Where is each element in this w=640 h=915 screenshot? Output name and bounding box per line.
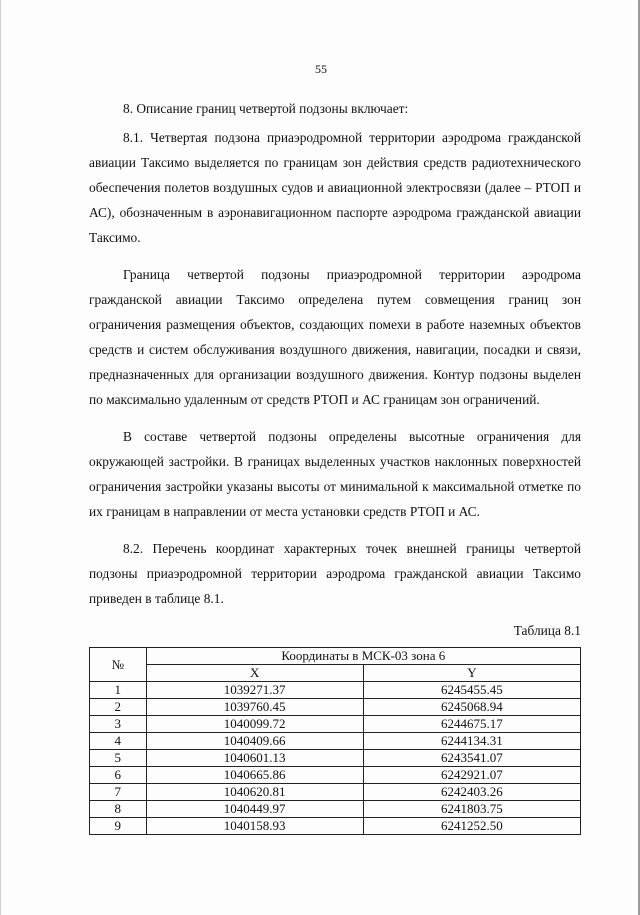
cell-x: 1040601.13 bbox=[146, 750, 363, 767]
cell-number: 6 bbox=[90, 767, 147, 784]
cell-number: 2 bbox=[90, 699, 147, 716]
cell-number: 1 bbox=[90, 682, 147, 699]
page-number: 55 bbox=[315, 62, 327, 76]
cell-y: 6242921.07 bbox=[363, 767, 580, 784]
table-row bbox=[90, 716, 581, 733]
table-row bbox=[90, 733, 581, 750]
cell-x: 1040409.66 bbox=[146, 733, 363, 750]
cell-number: 5 bbox=[90, 750, 147, 767]
cell-x: 1040099.72 bbox=[146, 716, 363, 733]
table-header-row bbox=[90, 648, 581, 665]
cell-y: 6243541.07 bbox=[363, 750, 580, 767]
cell-x: 1039271.37 bbox=[146, 682, 363, 699]
cell-y: 6241803.75 bbox=[363, 801, 580, 818]
cell-x: 1040449.97 bbox=[146, 801, 363, 818]
cell-y: 6245455.45 bbox=[363, 682, 580, 699]
header-x: X bbox=[146, 665, 363, 682]
table-row bbox=[90, 801, 581, 818]
cell-number: 4 bbox=[90, 733, 147, 750]
table-caption: Таблица 8.1 bbox=[513, 623, 581, 638]
table-row bbox=[90, 682, 581, 699]
table-subheader-row bbox=[90, 665, 581, 682]
cell-x: 1040620.81 bbox=[146, 784, 363, 801]
cell-number: 8 bbox=[90, 801, 147, 818]
header-y: Y bbox=[363, 665, 580, 682]
cell-number: 3 bbox=[90, 716, 147, 733]
cell-y: 6244675.17 bbox=[363, 716, 580, 733]
table-body bbox=[90, 682, 581, 835]
paragraph-boundary: Граница четвертой подзоны приаэродромной территории аэродрома гражданской авиации Таксимо определена путем совмещения границ зон ограничения размещения объектов, создающих помехи в работе наземных объектов средств и систем обслуживания воздушного движения, навигации, посадки и связи, предназначенных для организации воздушного движения. Контур подзоны выделен по максимально удаленным от средств РТОП и АС границам зон ограничений. bbox=[89, 267, 581, 407]
header-number: № bbox=[90, 648, 147, 682]
table-row bbox=[90, 750, 581, 767]
document-content bbox=[89, 96, 581, 835]
table-row bbox=[90, 818, 581, 835]
paragraph-section-heading: 8. Описание границ четвертой подзоны включает: bbox=[123, 101, 409, 116]
cell-number: 7 bbox=[90, 784, 147, 801]
paragraph-8-2: 8.2. Перечень координат характерных точек внешней границы четвертой подзоны приаэродромной территории аэродрома гражданской авиации Таксимо приведен в таблице 8.1. bbox=[89, 541, 581, 606]
cell-number: 9 bbox=[90, 818, 147, 835]
cell-y: 6242403.26 bbox=[363, 784, 580, 801]
table-row bbox=[90, 784, 581, 801]
cell-x: 1039760.45 bbox=[146, 699, 363, 716]
cell-y: 6244134.31 bbox=[363, 733, 580, 750]
paragraph-height-limits: В составе четвертой подзоны определены высотные ограничения для окружающей застройки. В границах выделенных участков наклонных поверхностей ограничения застройки указаны высоты от минимальной к максимальной отметке по их границам в направлении от места установки средств РТОП и АС. bbox=[89, 429, 581, 519]
paragraph-8-1: 8.1. Четвертая подзона приаэродромной территории аэродрома гражданской авиации Таксимо выделяется по границам зон действия средств радиотехнического обеспечения полетов воздушных судов и авиационной электросвязи (далее – РТОП и АС), обозначенным в аэронавигационном паспорте аэродрома гражданской авиации Таксимо. bbox=[89, 130, 581, 245]
coordinates-table bbox=[89, 647, 581, 835]
cell-y: 6245068.94 bbox=[363, 699, 580, 716]
cell-x: 1040665.86 bbox=[146, 767, 363, 784]
cell-y: 6241252.50 bbox=[363, 818, 580, 835]
cell-x: 1040158.93 bbox=[146, 818, 363, 835]
table-row bbox=[90, 767, 581, 784]
header-coordinates-group: Координаты в МСК-03 зона 6 bbox=[146, 648, 580, 665]
table-row bbox=[90, 699, 581, 716]
